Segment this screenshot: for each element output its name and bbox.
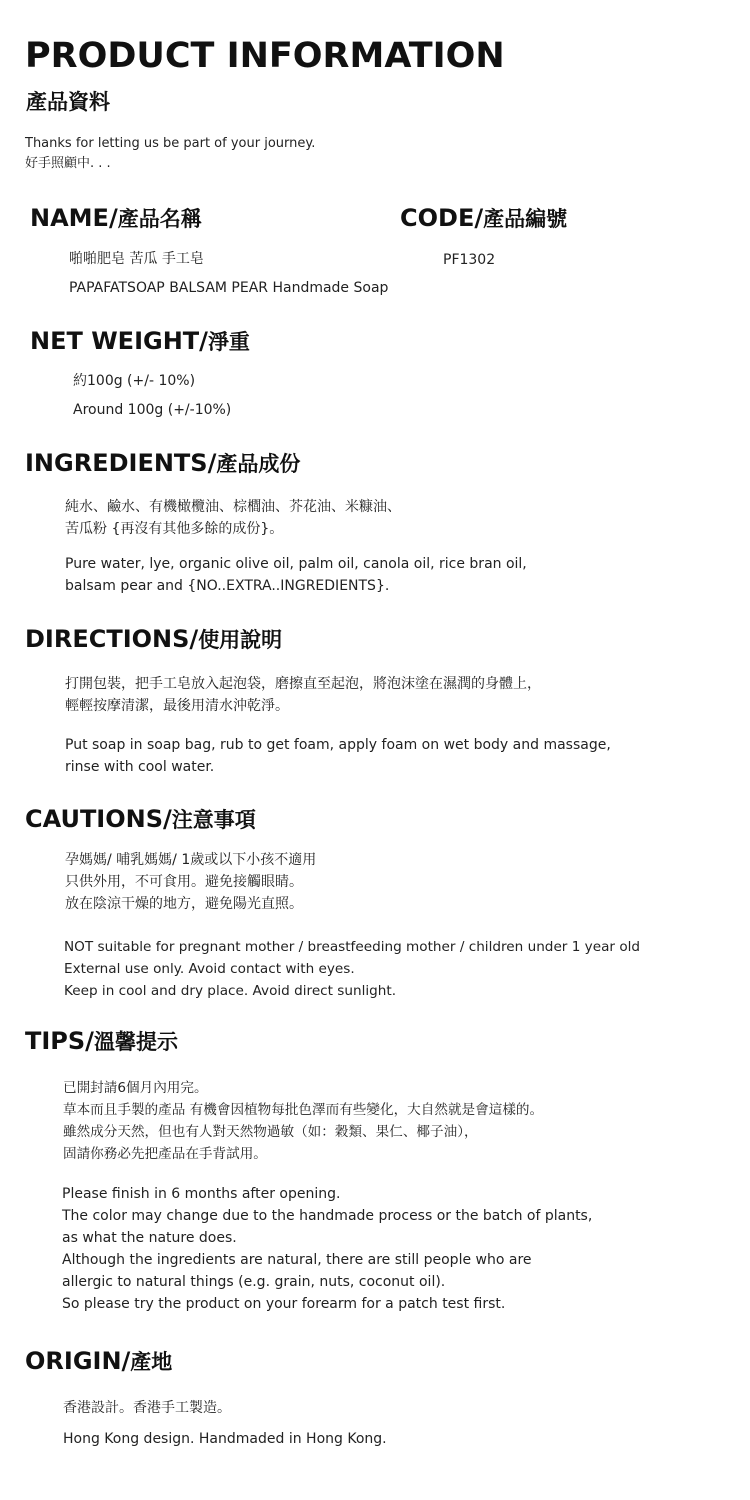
- net-weight-text: [73, 367, 231, 425]
- name-heading: [30, 203, 202, 233]
- directions-heading-en: DIRECTIONS/: [25, 625, 199, 653]
- net-weight-zh: 約100g (+/- 10%): [73, 373, 196, 389]
- tips-zh-line: 雖然成分天然，但也有人對天然物過敏（如：穀類、果仁、椰子油），: [63, 1124, 478, 1140]
- directions-zh: [65, 673, 541, 717]
- ingredients-zh: [65, 496, 401, 540]
- cautions-zh: [65, 849, 316, 915]
- thanks-text: [25, 134, 315, 174]
- directions-zh-line: 輕輕按摩清潔，最後用清水沖乾淨。: [65, 698, 289, 714]
- directions-en-line: Put soap in soap bag, rub to get foam, apply foam on wet body and massage,: [65, 737, 611, 753]
- page-title: PRODUCT INFORMATION: [25, 36, 505, 76]
- tips-heading: [25, 1026, 178, 1056]
- origin-heading: [25, 1346, 172, 1376]
- tips-en-line: Please finish in 6 months after opening.: [62, 1186, 341, 1202]
- ingredients-heading-zh: 產品成份: [216, 452, 301, 476]
- cautions-zh-line: 放在陰涼干燥的地方，避免陽光直照。: [65, 896, 303, 912]
- tips-zh: [63, 1077, 543, 1165]
- directions-en: [65, 734, 611, 778]
- origin-heading-zh: 產地: [130, 1350, 173, 1374]
- code-value: PF1302: [443, 252, 496, 268]
- name-zh: 啪啪肥皂 苦瓜 手工皂: [69, 251, 204, 267]
- name-heading-zh: 產品名稱: [117, 207, 202, 231]
- tips-en-line: allergic to natural things (e.g. grain, nuts, coconut oil).: [62, 1274, 446, 1290]
- code-heading: [400, 203, 567, 233]
- ingredients-en-line: balsam pear and {NO..EXTRA..INGREDIENTS}.: [65, 578, 390, 594]
- cautions-en-line: Keep in cool and dry place. Avoid direct sunlight.: [64, 983, 397, 999]
- tips-heading-zh: 溫馨提示: [93, 1030, 178, 1054]
- tips-zh-line: 已開封請6個月內用完。: [63, 1080, 208, 1096]
- ingredients-heading: [25, 448, 300, 478]
- net-weight-en: Around 100g (+/-10%): [73, 402, 232, 418]
- name-en: PAPAFATSOAP BALSAM PEAR Handmade Soap: [69, 280, 389, 296]
- ingredients-zh-line: 純水、鹼水、有機橄欖油、棕櫚油、芥花油、米糠油、: [65, 499, 401, 515]
- ingredients-heading-en: INGREDIENTS/: [25, 449, 217, 477]
- code-heading-en: CODE/: [400, 204, 484, 232]
- origin-heading-en: ORIGIN/: [25, 1347, 131, 1375]
- ingredients-en: [65, 553, 527, 597]
- net-weight-heading-zh: 淨重: [207, 330, 250, 354]
- cautions-en: [64, 936, 640, 1002]
- name-text: [69, 245, 388, 303]
- origin-zh: 香港設計。香港手工製造。: [63, 1400, 231, 1416]
- tips-zh-line: 草本而且手製的產品 有機會因植物每批色澤而有些變化，大自然就是會這樣的。: [63, 1102, 544, 1118]
- cautions-en-line: External use only. Avoid contact with eyes.: [64, 961, 355, 977]
- tips-en-line: The color may change due to the handmade process or the batch of plants,: [62, 1208, 593, 1224]
- cautions-heading-zh: 注意事項: [171, 808, 256, 832]
- origin-en: Hong Kong design. Handmaded in Hong Kong.: [63, 1431, 387, 1447]
- cautions-heading: [25, 804, 256, 834]
- thanks-zh: 好手照顧中. . .: [25, 156, 111, 171]
- cautions-heading-en: CAUTIONS/: [25, 805, 172, 833]
- page-subtitle: 產品資料: [26, 90, 110, 114]
- directions-zh-line: 打開包裝，把手工皂放入起泡袋，磨擦直至起泡，將泡沫塗在濕潤的身體上，: [65, 676, 541, 692]
- tips-en-line: as what the nature does.: [62, 1230, 237, 1246]
- thanks-en: Thanks for letting us be part of your journey.: [25, 136, 316, 151]
- cautions-zh-line: 孕媽媽/ 哺乳媽媽/ 1歲或以下小孩不適用: [65, 852, 317, 868]
- directions-heading-zh: 使用說明: [198, 628, 283, 652]
- tips-en-line: Although the ingredients are natural, there are still people who are: [62, 1252, 532, 1268]
- ingredients-zh-line: 苦瓜粉 {再沒有其他多餘的成份}。: [65, 521, 284, 537]
- code-heading-zh: 產品編號: [483, 207, 568, 231]
- tips-en: [62, 1183, 592, 1315]
- cautions-zh-line: 只供外用，不可食用。避免接觸眼睛。: [65, 874, 303, 890]
- directions-en-line: rinse with cool water.: [65, 759, 215, 775]
- tips-heading-en: TIPS/: [25, 1027, 94, 1055]
- tips-en-line: So please try the product on your forearm for a patch test first.: [62, 1296, 506, 1312]
- net-weight-heading: [30, 326, 250, 356]
- name-heading-en: NAME/: [30, 204, 118, 232]
- cautions-en-line: NOT suitable for pregnant mother / breastfeeding mother / children under 1 year old: [64, 939, 641, 955]
- tips-zh-line: 固請你務必先把產品在手背試用。: [63, 1146, 267, 1162]
- ingredients-en-line: Pure water, lye, organic olive oil, palm oil, canola oil, rice bran oil,: [65, 556, 527, 572]
- net-weight-heading-en: NET WEIGHT/: [30, 327, 208, 355]
- directions-heading: [25, 624, 282, 654]
